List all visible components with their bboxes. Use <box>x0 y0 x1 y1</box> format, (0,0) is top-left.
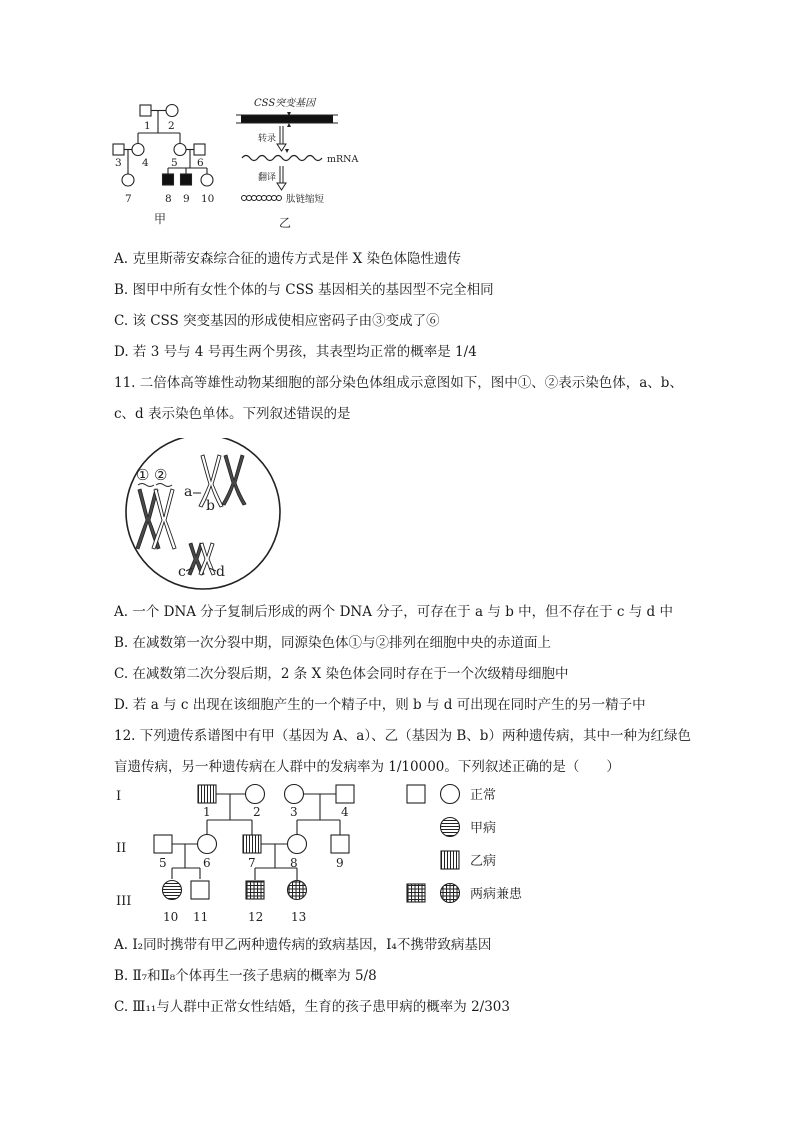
q12-option-b: B. Ⅱ₇和Ⅱ₈个体再生一孩子患病的概率为 5/8 <box>114 968 377 984</box>
q12-option-c: C. Ⅲ₁₁与人群中正常女性结婚，生育的孩子患甲病的概率为 2/303 <box>114 999 510 1015</box>
gene-label: CSS突变基因 <box>254 98 316 109</box>
q11-option-a: A. 一个 DNA 分子复制后形成的两个 DNA 分子，可存在于 a 与 b 中，但不存在于 c 与 d 中 <box>114 604 673 620</box>
ped-num: 7 <box>125 193 132 205</box>
peptide-label: 肽链缩短 <box>286 194 325 205</box>
q10-option-a: A. 克里斯蒂安森综合征的遗传方式是伴 X 染色体隐性遗传 <box>114 251 462 267</box>
ped-num: 10 <box>201 193 215 205</box>
q10-option-d: D. 若 3 号与 4 号再生两个男孩，其表型均正常的概率是 1/4 <box>114 344 477 360</box>
pedigree-num: 1 <box>203 805 211 819</box>
q12-option-a: A. Ⅰ₂同时携带有甲乙两种遗传病的致病基因，Ⅰ₄不携带致病基因 <box>114 937 492 953</box>
legend-both: 两病兼患 <box>470 887 523 902</box>
q11-option-c: C. 在减数第二次分裂后期，2 条 X 染色体会同时存在于一个次级精母细胞中 <box>114 666 569 682</box>
generation-label: III <box>116 894 132 909</box>
arrow-down-icon <box>277 144 286 151</box>
ped-num: 3 <box>115 157 122 169</box>
figure-pedigree-q12 <box>110 780 560 935</box>
pedigree-num: 3 <box>290 805 298 819</box>
chromosome-label: ② <box>154 466 168 484</box>
legend-jia: 甲病 <box>470 821 497 836</box>
mrna-label: mRNA <box>327 154 359 165</box>
figure-gene-expression-yi <box>236 96 366 231</box>
pedigree-legend <box>407 785 460 903</box>
transcription-label: 转录 <box>258 134 277 144</box>
chromatid-label-c: c <box>178 564 186 580</box>
legend-normal: 正常 <box>470 788 497 803</box>
translation-label: 翻译 <box>258 173 277 183</box>
chromatid-label-a: a <box>184 484 193 500</box>
pedigree-num: 13 <box>291 910 307 924</box>
chromatid-label-d: d <box>216 564 225 580</box>
caption-yi: 乙 <box>279 216 292 230</box>
q11-stem-line2: c、d 表示染色单体。下列叙述错误的是 <box>114 406 351 422</box>
legend-yi: 乙病 <box>470 854 497 869</box>
pedigree-num: 4 <box>341 805 349 819</box>
generation-label: I <box>116 789 122 804</box>
ped-num: 6 <box>197 157 204 169</box>
arrow-down-icon <box>277 183 286 190</box>
q10-option-b: B. 图甲中所有女性个体的与 CSS 基因相关的基因型不完全相同 <box>114 282 494 298</box>
chromosome-label: ① <box>136 466 150 484</box>
figure-cell-chromosomes <box>116 438 296 590</box>
peptide-chain <box>242 196 282 201</box>
q12-stem-line2: 盲遗传病，另一种遗传病在人群中的发病率为 1/10000。下列叙述正确的是（ ） <box>114 759 620 775</box>
pedigree-num: 6 <box>203 856 211 870</box>
mrna-wave <box>242 156 322 161</box>
pedigree-num: 2 <box>253 805 261 819</box>
ped-num: 9 <box>183 193 190 205</box>
pedigree-num: 11 <box>193 910 209 924</box>
caption-jia: 甲 <box>154 212 167 226</box>
q10-option-c: C. 该 CSS 突变基因的形成使相应密码子由③变成了⑥ <box>114 313 440 329</box>
q11-option-d: D. 若 a 与 c 出现在该细胞产生的一个精子中，则 b 与 d 可出现在同时产生的另一精子中 <box>114 697 646 713</box>
ped-num: 5 <box>171 157 178 169</box>
pedigree-num: 12 <box>248 910 264 924</box>
q12-stem-line1: 12. 下列遗传系谱图中有甲（基因为 A、a）、乙（基因为 B、b）两种遗传病，其中一种为红绿色 <box>114 728 691 744</box>
figure-pedigree-jia <box>108 98 233 228</box>
pedigree-num: 5 <box>159 856 167 870</box>
ped-num: 1 <box>144 120 151 132</box>
q11-stem-line1: 11. 二倍体高等雄性动物某细胞的部分染色体组成示意图如下，图中①、②表示染色体，a、b、 <box>114 375 683 391</box>
ped-num: 2 <box>168 120 175 132</box>
pedigree-num: 7 <box>248 856 256 870</box>
generation-label: II <box>116 841 127 856</box>
ped-num: 8 <box>165 193 172 205</box>
pedigree-num: 9 <box>336 856 344 870</box>
ped-num: 4 <box>142 157 149 169</box>
q11-option-b: B. 在减数第一次分裂中期，同源染色体①与②排列在细胞中央的赤道面上 <box>114 635 552 651</box>
chromatid-label-b: b <box>206 498 215 514</box>
pedigree-num: 8 <box>290 856 298 870</box>
pedigree-num: 10 <box>163 910 179 924</box>
